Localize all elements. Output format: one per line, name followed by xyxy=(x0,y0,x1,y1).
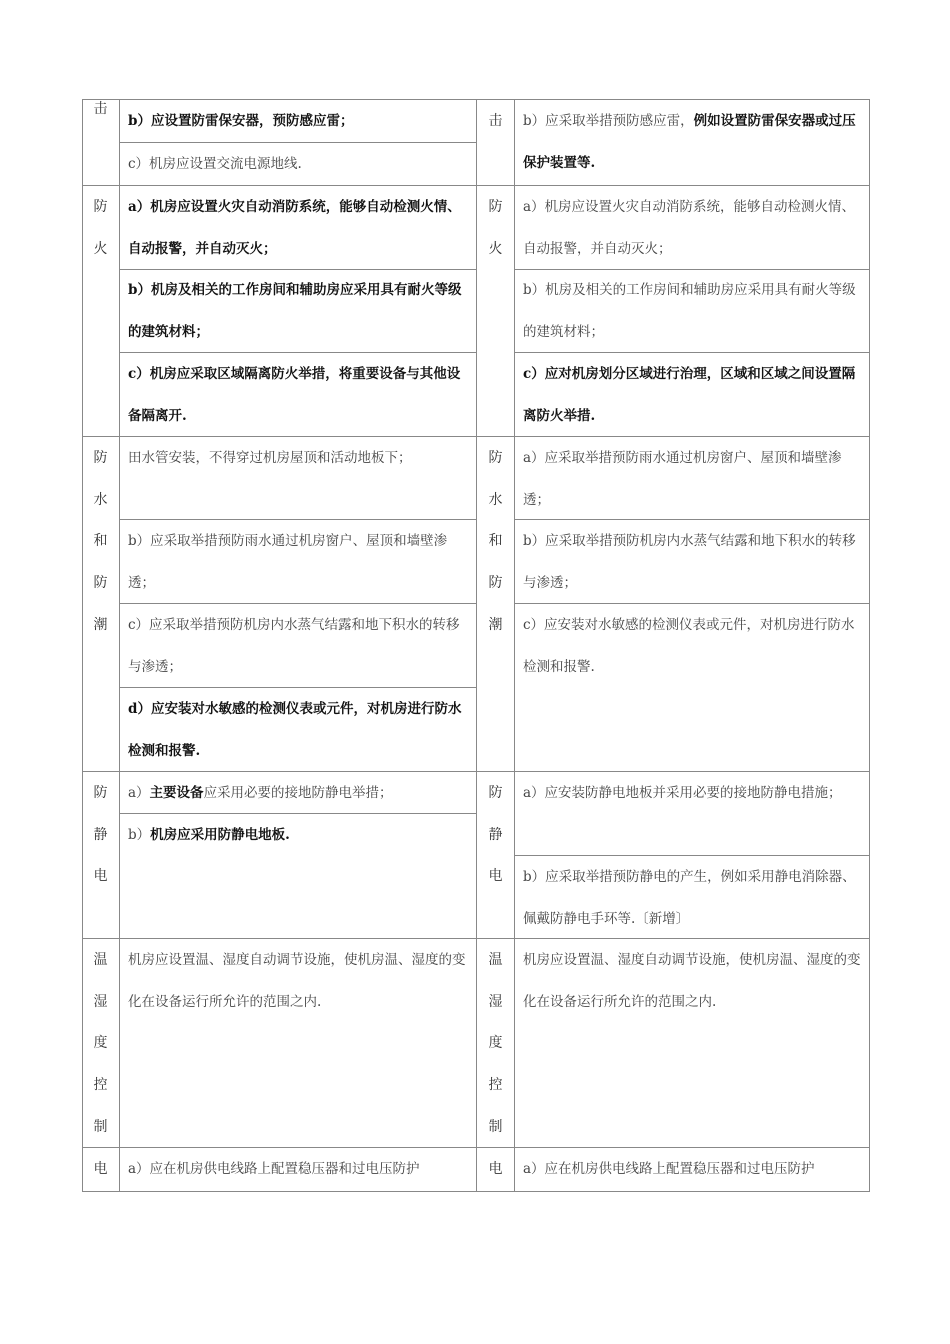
table-border-bottom xyxy=(82,1191,870,1192)
category-temp-right xyxy=(477,940,514,1149)
left-static-a-bold: 主要设备 xyxy=(149,785,204,801)
category-char: 防 xyxy=(93,199,108,215)
category-static-right xyxy=(477,773,514,898)
right-static-b: b）应采取举措预防静电的产生，例如采用静电消除器、佩戴防静电手环等.〔新增〕 xyxy=(523,869,856,927)
left-water-d: d）应安装对水敏感的检测仪表或元件，对机房进行防水检测和报警. xyxy=(128,701,462,759)
category-fire-right xyxy=(477,187,514,270)
category-char: 温 xyxy=(488,952,503,968)
right-static-a: a）应安装防静电地板并采用必要的接地防静电措施； xyxy=(523,785,842,801)
category-char: 湿 xyxy=(93,993,108,1010)
category-char: 静 xyxy=(488,826,503,843)
category-char: 防 xyxy=(488,450,503,466)
category-char: 和 xyxy=(488,533,503,550)
category-char: 电 xyxy=(93,868,108,885)
category-char: 防 xyxy=(488,575,503,592)
left-static-a xyxy=(119,773,476,815)
left-temp: 机房应设置温、湿度自动调节设施，使机房温、湿度的变化在设备运行所允许的范围之内. xyxy=(128,952,466,1010)
category-static-left xyxy=(82,773,119,898)
category-char: 防 xyxy=(488,199,503,215)
category-char: 防 xyxy=(93,450,108,466)
category-power-right: 电 xyxy=(488,1161,503,1177)
right-water-b: b）应采取举措预防机房内水蒸气结露和地下积水的转移与渗透； xyxy=(523,533,856,591)
cell-divider xyxy=(514,855,870,856)
right-fire-a: a）机房应设置火灾自动消防系统，能够自动检测火情、自动报警，并自动灭火； xyxy=(523,199,856,257)
category-strike-left: 击 xyxy=(93,101,108,117)
right-fire-b: b）机房及相关的工作房间和辅助房应采用具有耐火等级的建筑材料； xyxy=(523,282,856,340)
category-strike-right: 击 xyxy=(488,113,503,129)
left-fire-b: b）机房及相关的工作房间和辅助房应采用具有耐火等级的建筑材料； xyxy=(128,282,462,340)
left-fire-a: a）机房应设置火灾自动消防系统，能够自动检测火情、自动报警，并自动灭火； xyxy=(128,199,461,257)
left-fire-c: c）机房应采取区域隔离防火举措，将重要设备与其他设备隔离开. xyxy=(128,366,461,424)
category-char: 湿 xyxy=(488,993,503,1010)
category-power-left: 电 xyxy=(93,1161,108,1177)
right-fire-c: c）应对机房划分区域进行治理，区域和区域之间设置隔离防火举措. xyxy=(523,366,856,424)
cell-divider xyxy=(119,519,476,520)
category-char: 水 xyxy=(488,491,503,508)
right-temp: 机房应设置温、湿度自动调节设施，使机房温、湿度的变化在设备运行所允许的范围之内. xyxy=(523,952,861,1010)
left-water-b: b）应采取举措预防雨水通过机房窗户、屋顶和墙壁渗透； xyxy=(128,533,448,591)
category-char: 控 xyxy=(488,1077,503,1094)
row-divider xyxy=(82,99,870,100)
category-char: 防 xyxy=(93,575,108,592)
left-power-a: a）应在机房供电线路上配置稳压器和过电压防护 xyxy=(128,1161,420,1177)
left-static-b xyxy=(119,815,476,857)
category-char: 防 xyxy=(488,785,503,801)
requirements-table xyxy=(82,99,870,1192)
category-fire-left xyxy=(82,187,119,270)
category-char: 度 xyxy=(488,1035,503,1052)
right-strike-b-prefix: b）应采取举措预防感应雷， xyxy=(523,113,694,129)
category-char: 控 xyxy=(93,1077,108,1094)
category-char: 制 xyxy=(488,1118,503,1135)
left-strike-c: c）机房应设置交流电源地线. xyxy=(128,156,302,172)
right-strike-b-bold: 例如设置防雷保安器或过压保护装置等. xyxy=(523,113,856,171)
category-char: 制 xyxy=(93,1118,108,1135)
category-temp-left xyxy=(82,940,119,1149)
right-strike-b xyxy=(514,101,870,184)
category-char: 火 xyxy=(93,240,108,257)
left-strike-b: b）应设置防雷保安器，预防感应雷； xyxy=(128,113,354,129)
left-static-b-bold: 机房应采用防静电地板. xyxy=(150,827,290,843)
category-char: 静 xyxy=(93,826,108,843)
right-water-a: a）应采取举措预防雨水通过机房窗户、屋顶和墙壁渗透； xyxy=(523,450,842,508)
category-char: 电 xyxy=(488,868,503,885)
left-static-a-prefix: a） xyxy=(128,785,150,801)
category-char: 防 xyxy=(93,785,108,801)
left-static-b-prefix: b） xyxy=(128,827,151,843)
category-char: 潮 xyxy=(93,616,108,633)
left-static-a-rest: 应采用必要的接地防静电举措； xyxy=(203,785,393,801)
category-char: 火 xyxy=(488,240,503,257)
category-water-right xyxy=(477,438,514,647)
category-char: 水 xyxy=(93,491,108,508)
category-water-left xyxy=(82,438,119,647)
left-water-a: 田水管安装，不得穿过机房屋顶和活动地板下； xyxy=(128,450,412,466)
category-char: 和 xyxy=(93,533,108,550)
category-char: 度 xyxy=(93,1035,108,1052)
left-water-c: c）应采取举措预防机房内水蒸气结露和地下积水的转移与渗透； xyxy=(128,617,460,675)
right-power-a: a）应在机房供电线路上配置稳压器和过电压防护 xyxy=(523,1161,815,1177)
category-char: 潮 xyxy=(488,616,503,633)
right-water-c: c）应安装对水敏感的检测仪表或元件，对机房进行防水检测和报警. xyxy=(523,617,855,675)
category-char: 温 xyxy=(93,952,108,968)
row-divider xyxy=(82,1147,870,1148)
